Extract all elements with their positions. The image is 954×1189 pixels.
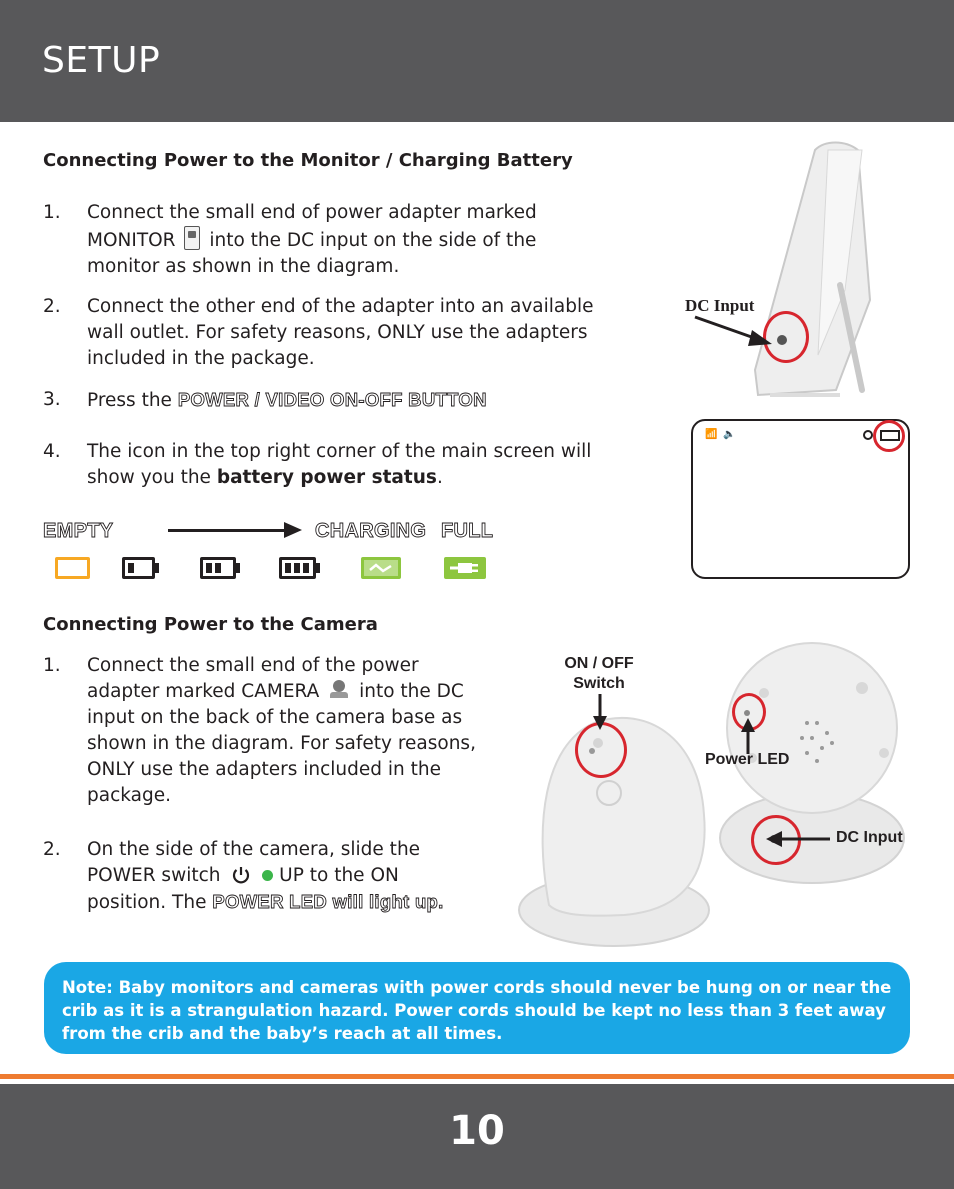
battery-low-icon — [122, 557, 155, 579]
step-text: into the DC — [359, 681, 464, 702]
monitor-step-4 — [43, 439, 643, 493]
battery-tip — [236, 563, 240, 573]
battery-full-label: FULL — [441, 520, 494, 542]
safety-note — [44, 962, 910, 1054]
footer-accent-line — [0, 1074, 954, 1079]
step-text: position. The — [87, 892, 207, 913]
step-text: . — [436, 467, 443, 488]
step-text: Connect the small end of the power — [87, 655, 419, 676]
power-led-emphasis: POWER LED will light up. — [212, 891, 444, 912]
arrow-head-icon — [284, 522, 302, 538]
camera-step-1 — [43, 653, 513, 813]
step-text: UP to the ON — [279, 865, 399, 886]
monitor-adapter-icon — [184, 226, 200, 250]
step-text: shown in the diagram. For safety reasons, — [87, 733, 476, 754]
step-text: ONLY use the adapters included in the — [87, 759, 441, 780]
step-text: input on the back of the camera base as — [87, 707, 463, 728]
step-text: The icon in the top right corner of the main screen will — [87, 441, 592, 462]
page-number: 10 — [449, 1108, 505, 1154]
battery-tip — [316, 563, 320, 573]
step-number: 2. — [43, 839, 61, 860]
battery-charging-label: CHARGING — [315, 520, 427, 542]
camera-dc-arrow-icon — [764, 829, 834, 849]
step-text: included in the package. — [87, 348, 315, 369]
monitor-dc-input-label: DC Input — [685, 296, 755, 315]
step-text: Connect the other end of the adapter into an available — [87, 296, 594, 317]
battery-progress-arrow — [168, 529, 288, 532]
battery-empty-icon — [55, 557, 90, 579]
dc-input-arrow-icon — [690, 312, 780, 352]
antenna-icon: 📶 — [705, 429, 718, 440]
note-line: crib as it is a strangulation hazard. Power cords should be kept no less than 3 feet away — [62, 1001, 886, 1020]
power-led-arrow-icon — [738, 716, 758, 754]
step-text: Connect the small end of power adapter marked — [87, 202, 537, 223]
battery-empty-label: EMPTY — [43, 520, 114, 542]
step-text: POWER switch — [87, 865, 221, 886]
power-led-label: Power LED — [705, 751, 790, 768]
power-video-button-label: POWER / VIDEO ON-OFF BUTTON — [177, 389, 487, 410]
callout-line: Switch — [573, 675, 625, 692]
monitor-power-heading: Connecting Power to the Monitor / Charging Battery — [43, 150, 573, 171]
battery-tip — [155, 563, 159, 573]
step-text: show you the — [87, 467, 211, 488]
step-text: Press the — [87, 390, 172, 411]
step-number: 2. — [43, 296, 61, 317]
camera-icon — [863, 430, 873, 440]
step-text: monitor as shown in the diagram. — [87, 256, 400, 277]
step-number: 1. — [43, 202, 61, 223]
camera-power-heading: Connecting Power to the Camera — [43, 614, 378, 635]
step-text: into the DC input on the side of the — [209, 230, 537, 251]
camera-step-2 — [43, 837, 513, 921]
monitor-step-3 — [43, 387, 643, 415]
step-text: adapter marked CAMERA — [87, 681, 320, 702]
battery-full-bars-icon — [279, 557, 316, 579]
battery-plugged-full-icon — [444, 557, 486, 579]
monitor-step-1 — [43, 200, 643, 280]
step-text: MONITOR — [87, 230, 176, 251]
on-off-switch-label — [557, 654, 641, 694]
step-text: package. — [87, 785, 171, 806]
note-line: Note: Baby monitors and cameras with power cords should never be hung on or near the — [62, 978, 892, 997]
page-header — [0, 0, 954, 122]
step-number: 3. — [43, 389, 61, 410]
camera-dc-input-label: DC Input — [836, 829, 903, 846]
green-led-dot-icon — [262, 870, 273, 881]
battery-medium-icon — [200, 557, 236, 579]
speaker-icon: 🔈 — [723, 429, 736, 440]
step-text: wall outlet. For safety reasons, ONLY use the adapters — [87, 322, 588, 343]
monitor-side-illustration — [740, 140, 940, 400]
monitor-step-2 — [43, 294, 643, 374]
battery-status-emphasis: battery power status — [216, 467, 437, 488]
switch-arrow-icon — [590, 694, 610, 734]
step-number: 4. — [43, 441, 61, 462]
step-number: 1. — [43, 655, 61, 676]
callout-line: ON / OFF — [564, 655, 634, 672]
camera-adapter-icon — [329, 680, 349, 700]
section-title: SETUP — [42, 40, 161, 81]
battery-charging-icon — [361, 557, 401, 579]
battery-status-ring — [873, 420, 905, 452]
step-text: On the side of the camera, slide the — [87, 839, 421, 860]
power-icon — [230, 864, 252, 886]
note-line: from the crib and the baby’s reach at all times. — [62, 1024, 503, 1043]
